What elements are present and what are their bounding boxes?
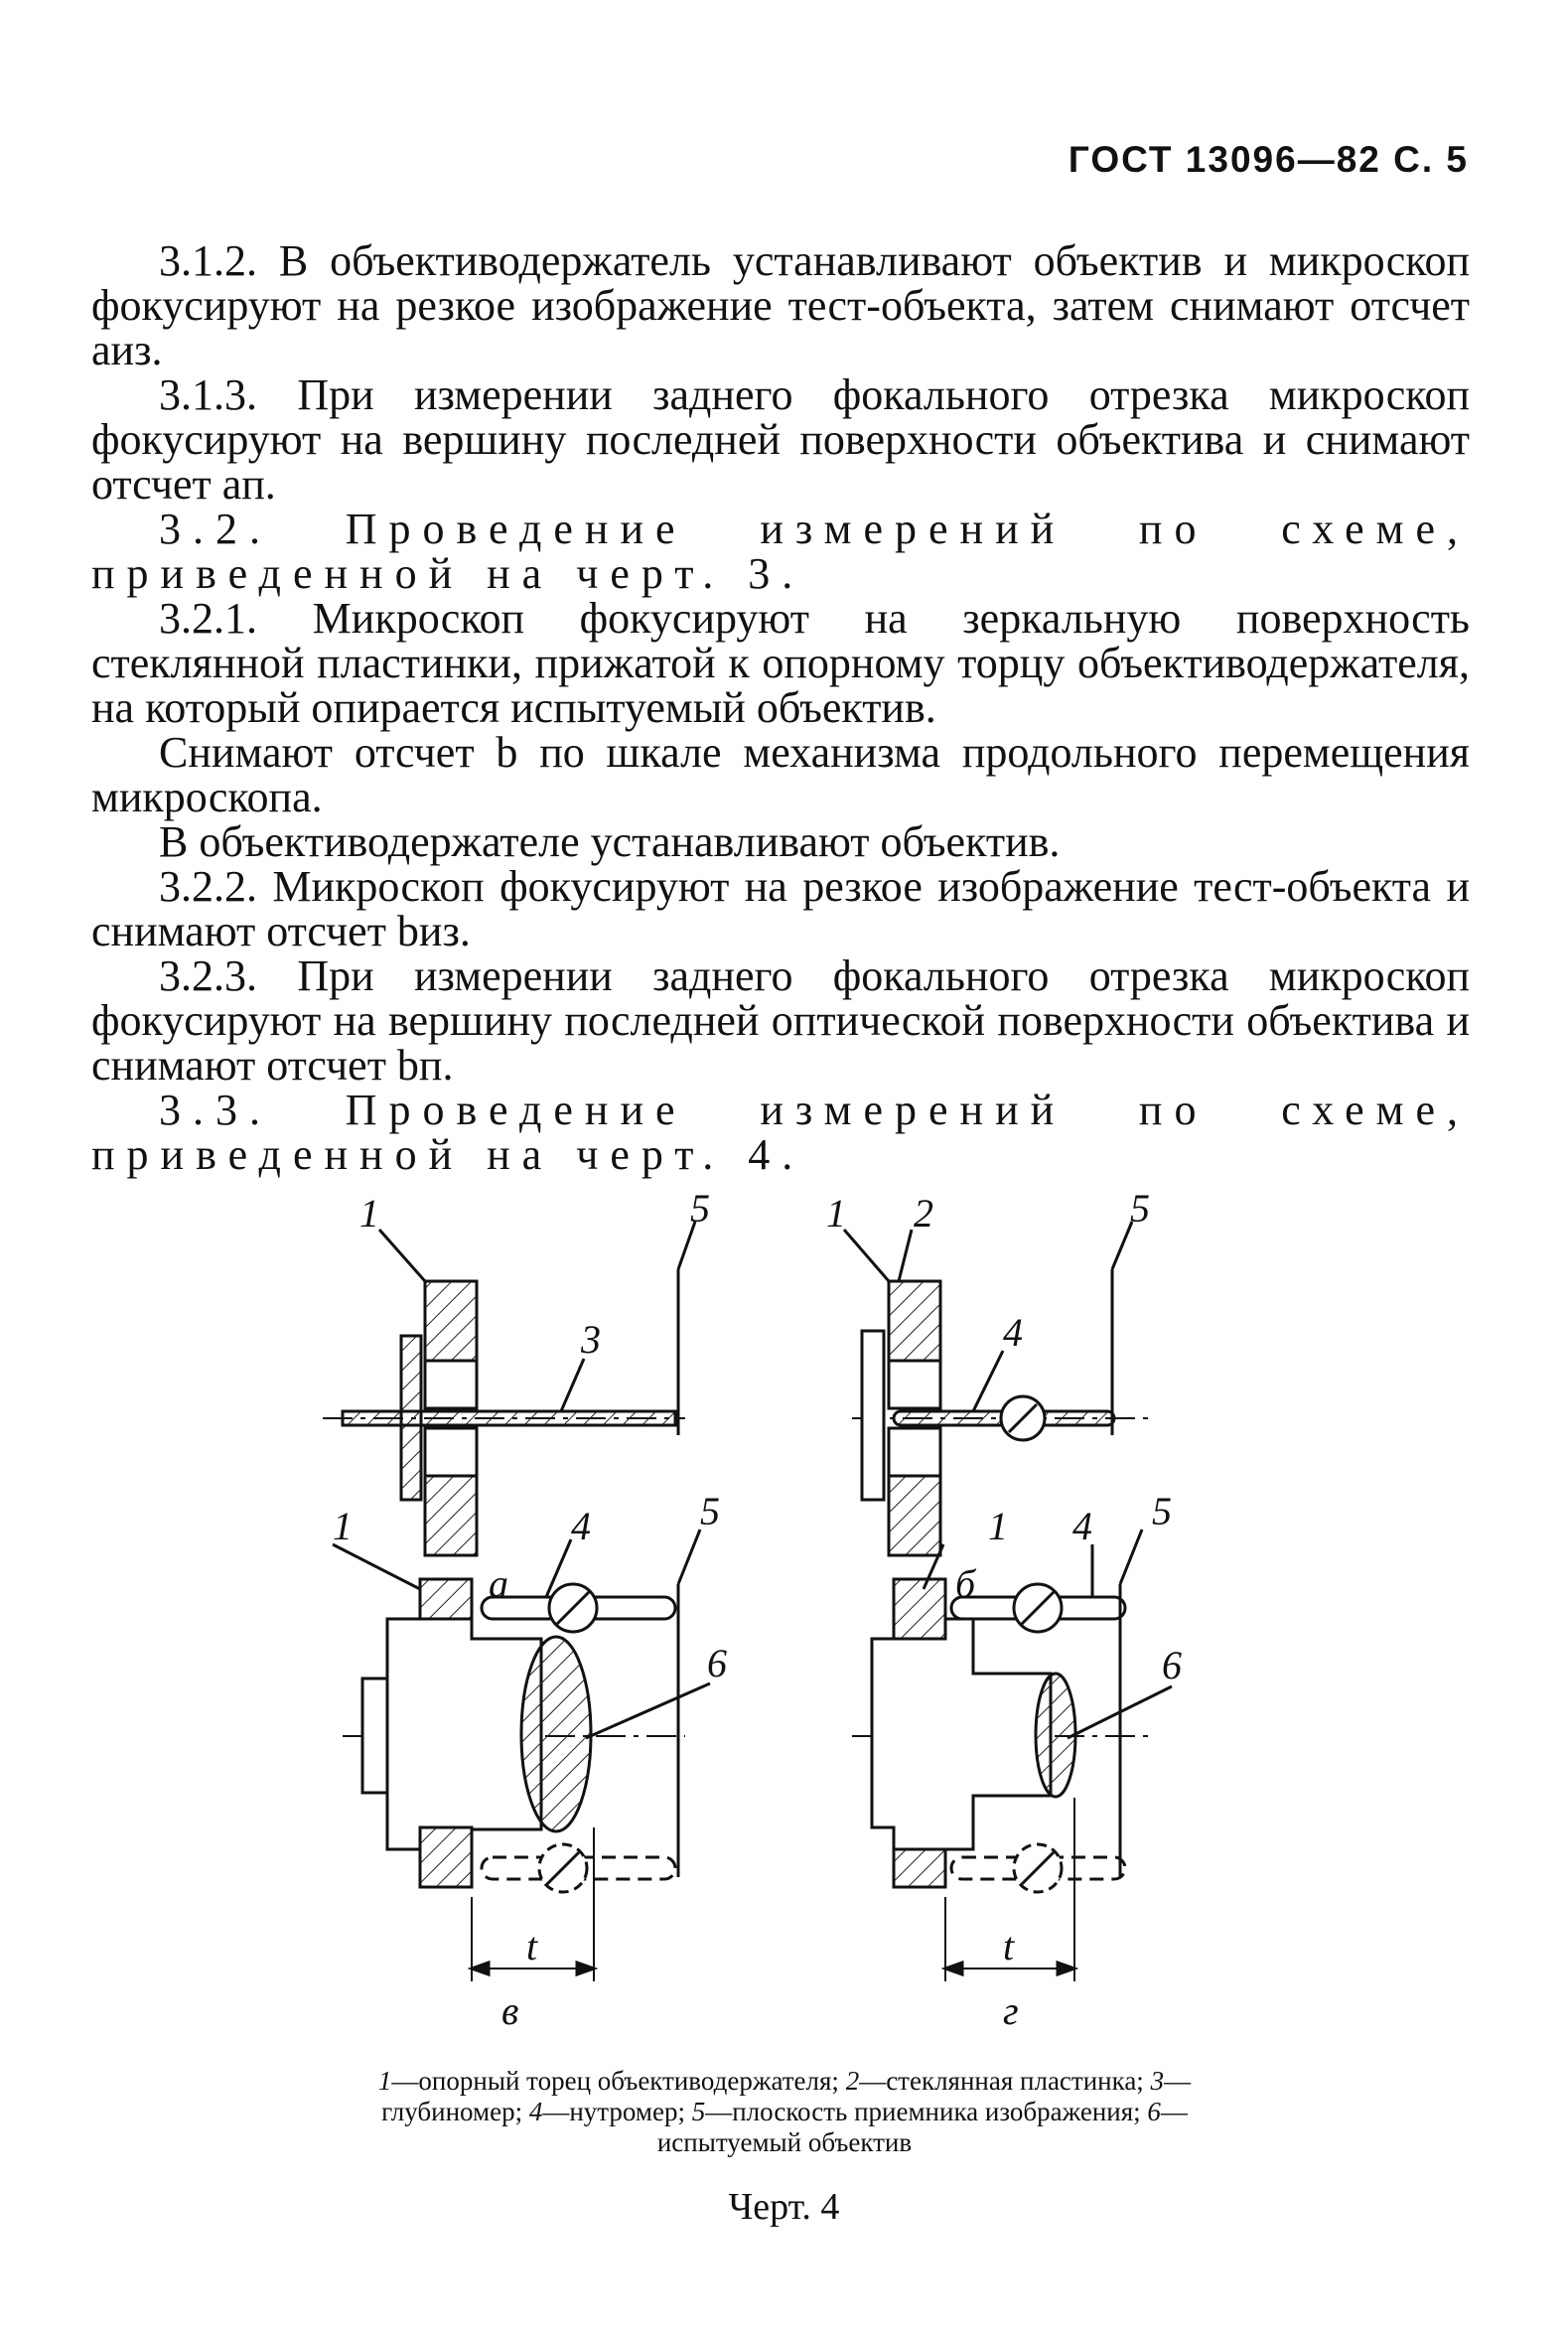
label-4-b: 4 (1003, 1310, 1023, 1355)
body-text (91, 238, 1470, 1177)
sublabel-a: а (489, 1561, 508, 1606)
label-1-b: 1 (826, 1191, 846, 1236)
caption-num-5: 5 (691, 2097, 706, 2126)
caption-text-2: —стеклянная пластинка; (859, 2066, 1151, 2096)
paragraph-3-2-2: 3.2.2. Микроскоп фокусируют на резкое изображение тест-объекта и снимают отсчет bиз. (91, 862, 1470, 955)
caption-text-3: —глубиномер; (381, 2066, 1192, 2126)
caption-num-3: 3 (1150, 2066, 1165, 2096)
subfigure-g (852, 1530, 1172, 1981)
figure-4-diagram (0, 1182, 1568, 2056)
sublabel-v: в (501, 1988, 519, 2033)
label-5-a: 5 (690, 1186, 710, 1231)
dimension-t-g: t (1003, 1924, 1015, 1968)
paragraph-3-2-1-c: В объективодержателе устанавливают объектив. (159, 817, 1061, 866)
label-5-g: 5 (1152, 1489, 1172, 1533)
label-5-b: 5 (1130, 1186, 1150, 1231)
subfigure-v (333, 1530, 710, 1981)
section-heading-3-3: 3.3. Проведение измерений по схеме, приведенной на черт. 4. (91, 1086, 1470, 1179)
caption-text-6: —испытуемый объектив (656, 2097, 1188, 2157)
caption-text-1: —опорный торец объективодержателя; (391, 2066, 846, 2096)
subfigure-a (323, 1222, 695, 1555)
label-1-a: 1 (359, 1191, 379, 1236)
paragraph-3-1-2: 3.1.2. В объективодержатель устанавливают объектив и микроскоп фокусируют на резкое изображение тест-объекта, затем снимают отсчет aиз. (91, 236, 1470, 374)
caption-text-4: —нутромер; (542, 2097, 692, 2126)
label-4-g: 4 (1072, 1504, 1092, 1548)
caption-num-1: 1 (377, 2066, 392, 2096)
paragraph-3-2-1: 3.2.1. Микроскоп фокусируют на зеркальную поверхность стеклянной пластинки, прижатой к опорному торцу объективодержателя, на который опирается испытуемый объектив. (91, 594, 1470, 732)
dimension-t-v: t (526, 1924, 538, 1968)
sublabel-g: г (1003, 1988, 1019, 2033)
label-1-g: 1 (988, 1504, 1008, 1548)
label-2-b: 2 (914, 1191, 933, 1236)
label-5-v: 5 (700, 1489, 720, 1533)
caption-num-6: 6 (1147, 2097, 1161, 2126)
page-header: ГОСТ 13096—82 С. 5 (1068, 139, 1469, 180)
paragraph-3-2-3: 3.2.3. При измерении заднего фокального отрезка микроскоп фокусируют на вершину последней оптической поверхности объектива и снимают отсчет bп. (91, 951, 1470, 1090)
figure-title: Черт. 4 (728, 2186, 840, 2228)
caption-num-2: 2 (845, 2066, 860, 2096)
figure-caption (338, 2066, 1231, 2158)
caption-text-5: —плоскость приемника изображения; (705, 2097, 1148, 2126)
label-6-g: 6 (1162, 1643, 1182, 1687)
paragraph-3-1-3: 3.1.3. При измерении заднего фокального отрезка микроскоп фокусируют на вершину последней поверхности объектива и снимают отсчет aп. (91, 370, 1470, 509)
paragraph-3-2-1-b: Снимают отсчет b по шкале механизма продольного перемещения микроскопа. (91, 728, 1470, 821)
caption-num-4: 4 (528, 2097, 543, 2126)
label-4-v: 4 (571, 1504, 591, 1548)
section-heading-3-2: 3.2. Проведение измерений по схеме, приведенной на черт. 3. (91, 505, 1470, 598)
label-1-v: 1 (333, 1504, 353, 1548)
label-3-a: 3 (581, 1317, 601, 1362)
label-6-v: 6 (707, 1641, 727, 1685)
sublabel-b: б (955, 1561, 976, 1606)
